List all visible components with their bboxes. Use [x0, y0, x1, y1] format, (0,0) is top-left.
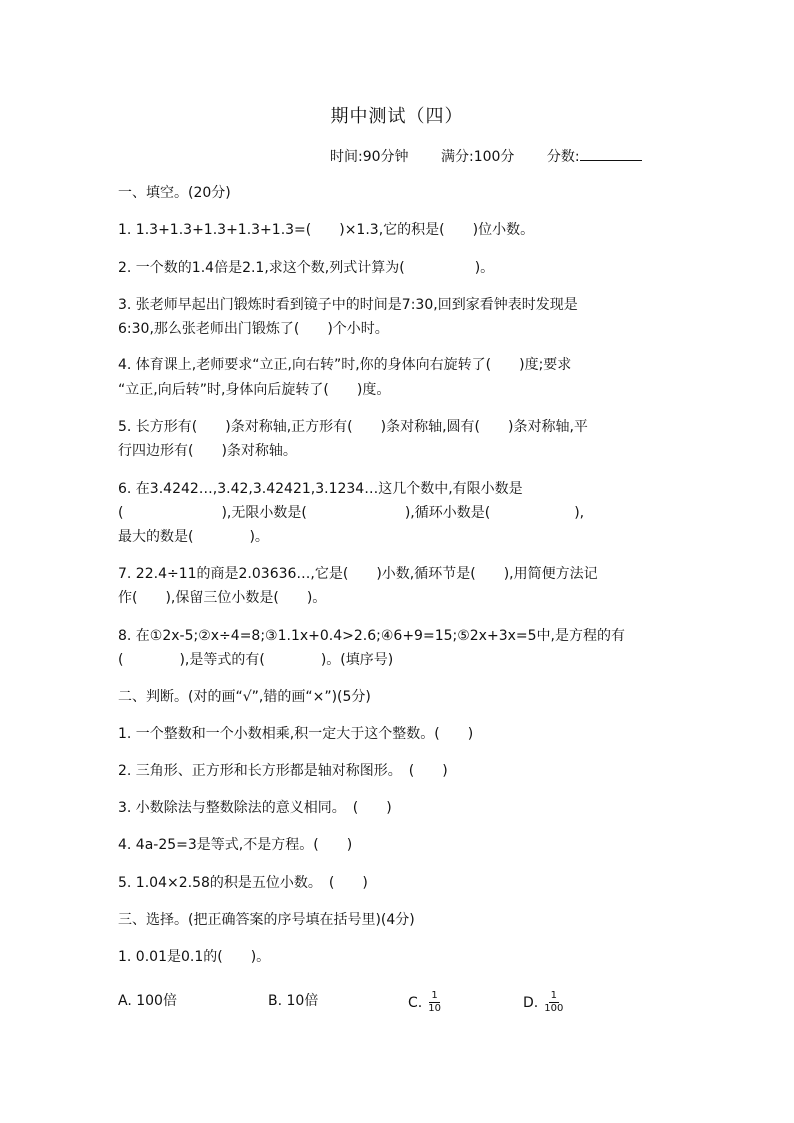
option-label: D.: [523, 994, 539, 1011]
fraction: [544, 990, 563, 1015]
question-line: 1. 一个整数和一个小数相乘,积一定大于这个整数。( ): [118, 726, 474, 742]
question-line: ( ),是等式的有( )。(填序号): [118, 652, 394, 668]
question-line: 4. 体育课上,老师要求“立正,向右转”时,你的身体向右旋转了( )度;要求: [118, 357, 572, 373]
section-heading: 三、选择。(把正确答案的序号填在括号里)(4分): [118, 912, 415, 928]
option-label: B. 10倍: [268, 993, 319, 1009]
option-c[interactable]: [408, 990, 441, 1015]
page-title: 期中测试（四）: [330, 106, 464, 127]
option-a[interactable]: [118, 990, 177, 1010]
question-line: 最大的数是( )。: [118, 529, 269, 545]
time-limit: 时间:90分钟: [330, 149, 409, 165]
question-line: 3. 小数除法与整数除法的意义相同。 ( ): [118, 800, 392, 816]
denominator: 100: [544, 1003, 564, 1014]
full-score: 满分:100分: [440, 149, 515, 165]
question-line: 5. 1.04×2.58的积是五位小数。 ( ): [118, 875, 368, 891]
question-line: 行四边形有( )条对称轴。: [118, 443, 297, 459]
question-line: 2. 一个数的1.4倍是2.1,求这个数,列式计算为( )。: [118, 260, 495, 276]
score-label: 分数:: [546, 149, 580, 165]
numerator: 1: [550, 990, 557, 1001]
question-line: 8. 在①2x-5;②x÷4=8;③1.1x+0.4>2.6;④6+9=15;⑤2x+3x=5中,是方程的有: [118, 628, 625, 644]
exam-meta: [330, 146, 642, 166]
question-line: 1. 1.3+1.3+1.3+1.3+1.3=( )×1.3,它的积是( )位小数。: [118, 222, 535, 238]
numerator: 1: [431, 990, 438, 1001]
question-line: 3. 张老师早起出门锻炼时看到镜子中的时间是7:30,回到家看钟表时发现是: [118, 297, 578, 313]
question-line: “立正,向后转”时,身体向后旋转了( )度。: [118, 382, 391, 398]
option-b[interactable]: [268, 990, 318, 1010]
question-line: 1. 0.01是0.1的( )。: [118, 949, 271, 965]
question-line: 4. 4a-25=3是等式,不是方程。( ): [118, 837, 353, 853]
question-line: 2. 三角形、正方形和长方形都是轴对称图形。 ( ): [118, 763, 448, 779]
question-line: 7. 22.4÷11的商是2.03636…,它是( )小数,循环节是( ),用简便方法记: [118, 566, 598, 582]
choice-options: [118, 990, 598, 1020]
question-line: 5. 长方形有( )条对称轴,正方形有( )条对称轴,圆有( )条对称轴,平: [118, 419, 588, 435]
option-d[interactable]: [523, 990, 563, 1015]
fraction: [428, 990, 441, 1015]
question-line: 6. 在3.4242…,3.42,3.42421,3.1234…这几个数中,有限小数是: [118, 481, 523, 497]
section-heading: 二、判断。(对的画“√”,错的画“×”)(5分): [118, 689, 371, 705]
question-line: 6:30,那么张老师出门锻炼了( )个小时。: [118, 321, 389, 337]
score-blank[interactable]: [580, 148, 642, 161]
option-label: C.: [408, 994, 423, 1011]
question-line: ( ),无限小数是( ),循环小数是( ),: [118, 505, 585, 521]
question-line: 作( ),保留三位小数是( )。: [118, 590, 327, 606]
option-label: A. 100倍: [118, 993, 177, 1009]
denominator: 10: [428, 1003, 441, 1014]
section-heading: 一、填空。(20分): [118, 185, 231, 201]
